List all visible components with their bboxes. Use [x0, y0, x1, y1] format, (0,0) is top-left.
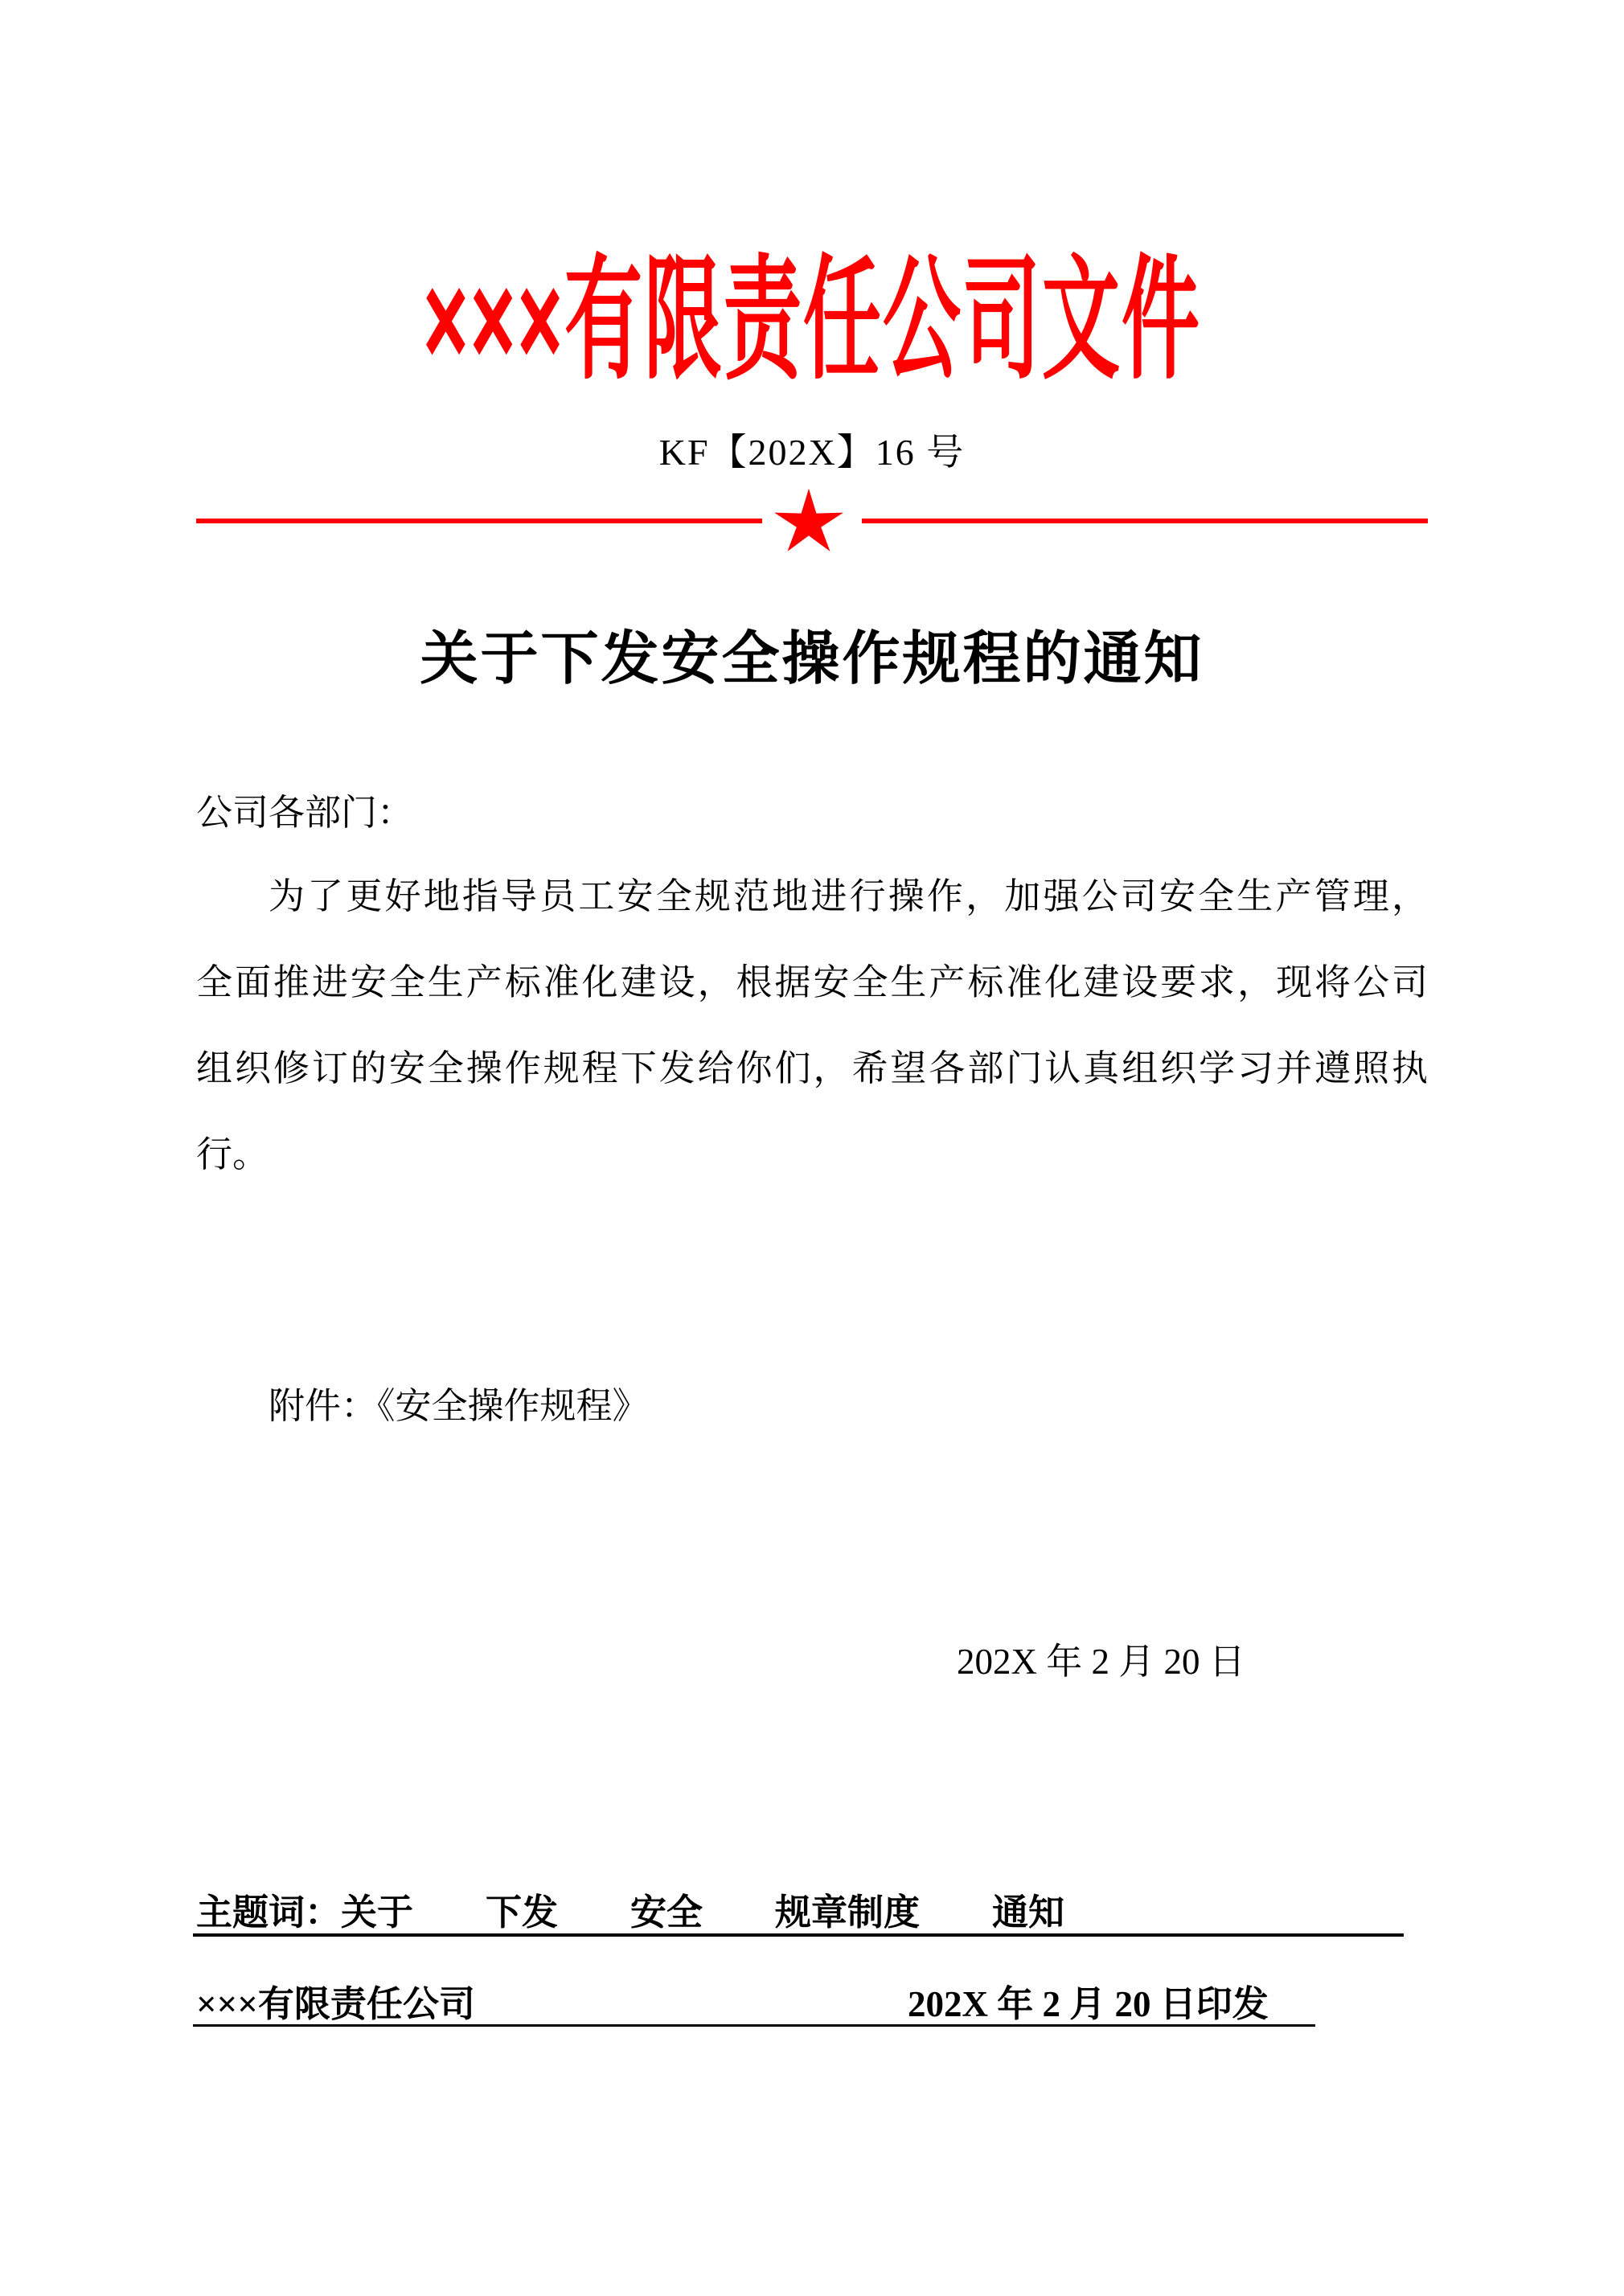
date-line: 202X 年 2 月 20 日 — [957, 1642, 1245, 1682]
doc-number: KF【202X】16 号 — [658, 432, 966, 473]
subject-keywords-line: 主题词：关于 下发 安全 规章制度 通知 — [196, 1892, 1065, 1933]
issuer-name: ×××有限责任公司 — [196, 1984, 475, 2024]
body-line: 全面推进安全生产标准化建设，根据安全生产标准化建设要求，现将公司 — [196, 962, 1428, 1002]
footer-row — [0, 1981, 1624, 2027]
red-divider-left — [196, 519, 762, 523]
attachment-line: 附件：《安全操作规程》 — [269, 1386, 649, 1426]
salutation: 公司各部门： — [196, 793, 414, 833]
body-line: 为了更好地指导员工安全规范地进行操作，加强公司安全生产管理， — [269, 876, 1428, 916]
footer-divider-top — [193, 1933, 1404, 1937]
document-title: 关于下发安全操作规程的通知 — [420, 627, 1204, 691]
footer-divider-bottom — [193, 2024, 1315, 2027]
print-date: 202X 年 2 月 20 日印发 — [908, 1984, 1269, 2024]
red-divider-right — [862, 519, 1428, 523]
body-paragraph — [196, 854, 1428, 1198]
red-star-icon — [771, 487, 847, 560]
letterhead — [0, 232, 1624, 396]
company-header-title: ×××有限责任公司文件 — [423, 244, 1201, 396]
body-line: 组织修订的安全操作规程下发给你们，希望各部门认真组织学习并遵照执 — [196, 1048, 1428, 1089]
body-line: 行。 — [196, 1134, 269, 1175]
